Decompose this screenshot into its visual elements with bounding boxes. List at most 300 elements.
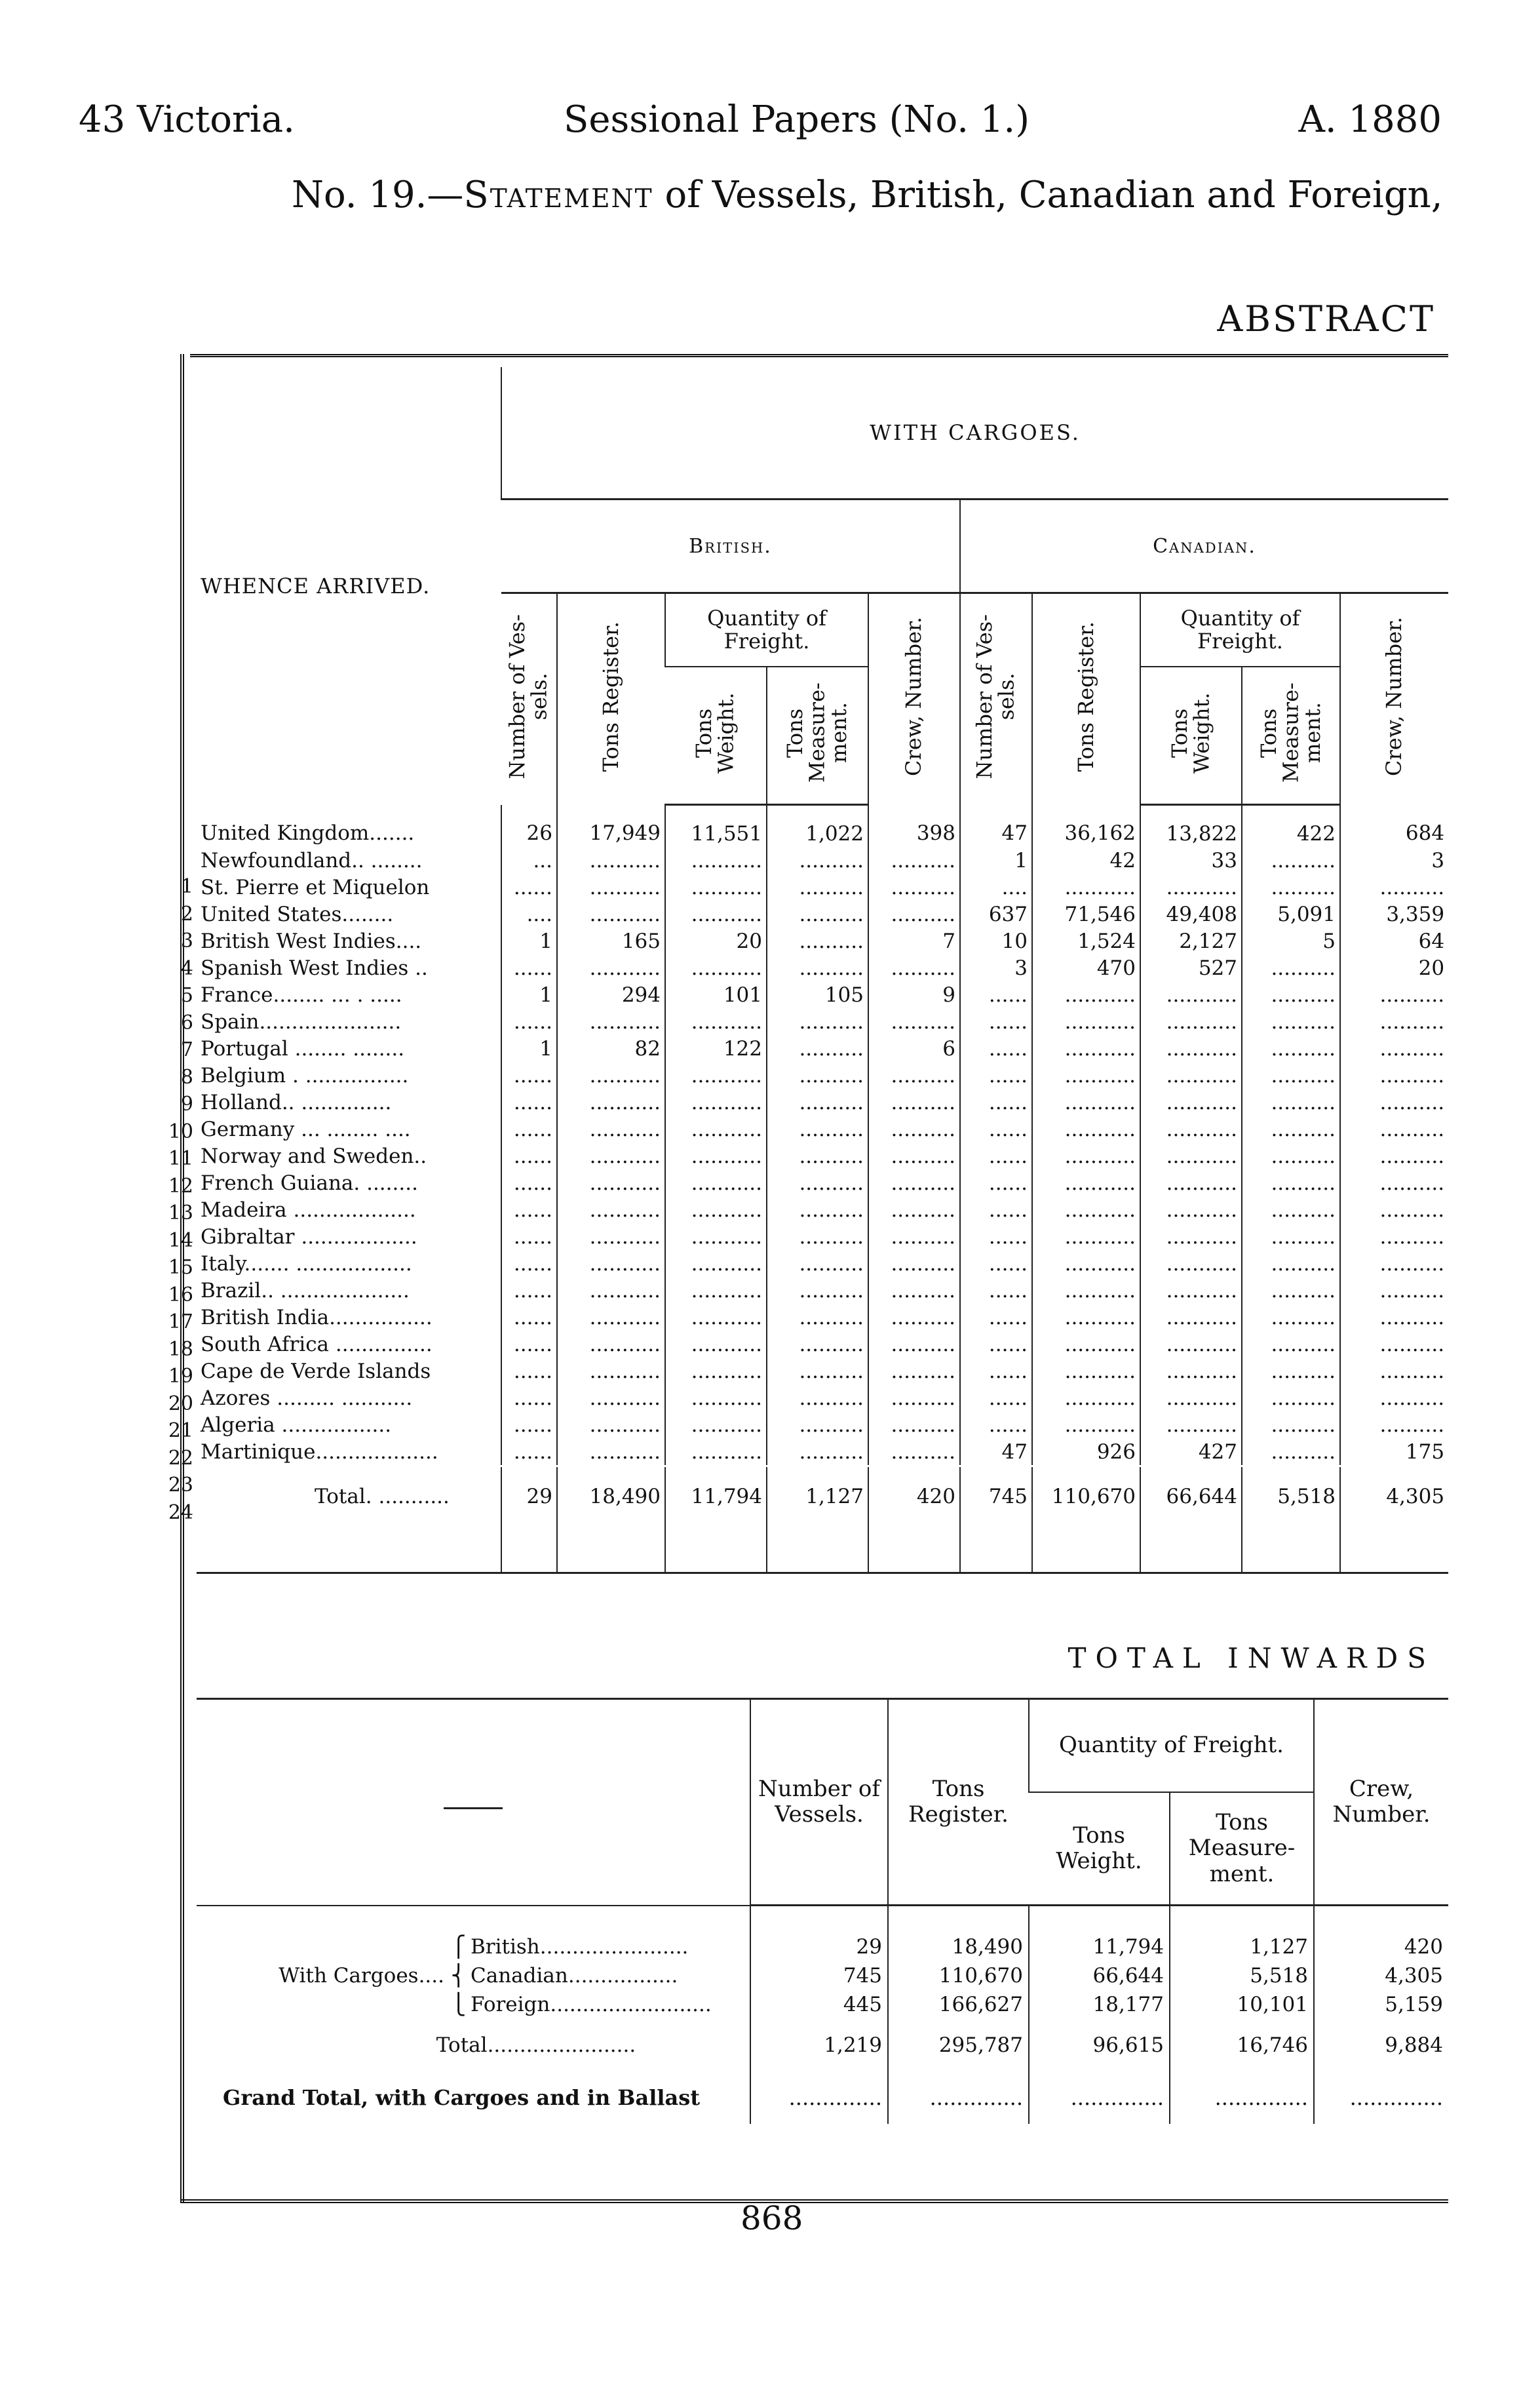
table-row [197, 1990, 1448, 2019]
canadian-tons-register-total: 110,670 [1032, 1466, 1140, 1527]
canadian-tons-measurement-cell: .......... [1242, 954, 1340, 981]
canadian-tons-register-cell: ........... [1032, 1384, 1140, 1411]
table-row [197, 1961, 1448, 1990]
canadian-tons-weight-header: Tons Weight. [1140, 667, 1242, 805]
canadian-crew-cell: 175 [1340, 1438, 1448, 1466]
british-tons-measurement-cell: .......... [767, 901, 868, 928]
spacer-cell [501, 1526, 557, 1573]
british-vessels-cell: ...... [501, 1223, 557, 1250]
ti-crew-header: Crew, Number. [1314, 1699, 1448, 1906]
canadian-vessels-cell: ...... [960, 1089, 1032, 1116]
spacer-cell [557, 1526, 665, 1573]
canadian-vessels-cell: 47 [960, 1438, 1032, 1466]
british-tons-weight-cell: 122 [665, 1035, 767, 1062]
british-vessels-cell: ...... [501, 1304, 557, 1331]
canadian-tons-register-cell: 470 [1032, 954, 1140, 981]
canadian-vessels-cell: 3 [960, 954, 1032, 981]
spacer-cell [197, 1526, 501, 1573]
table-row [197, 1062, 1448, 1089]
place-name: Gibraltar .................. [201, 1224, 417, 1249]
canadian-tons-measurement-cell: .......... [1242, 1223, 1340, 1250]
row-number: 9 [180, 1093, 193, 1116]
header-year: A. 1880 [1298, 98, 1442, 141]
table-row [197, 1358, 1448, 1384]
canadian-tons-measurement-cell: .......... [1242, 1250, 1340, 1277]
british-crew-cell: 6 [868, 1035, 960, 1062]
british-tons-weight-cell: ........... [665, 1358, 767, 1384]
canadian-tons-register-cell: ........... [1032, 874, 1140, 901]
british-vessels-header: Number of Ves- sels. [505, 614, 552, 779]
table-row [197, 805, 1448, 848]
canadian-tons-measurement-cell: .......... [1242, 1331, 1340, 1358]
british-tons-measurement-cell: .......... [767, 928, 868, 954]
canadian-tons-measurement-cell: .......... [1242, 1277, 1340, 1304]
place-name: Newfoundland.. ........ [201, 848, 423, 872]
canadian-tons-register-cell: ........... [1032, 1143, 1140, 1169]
british-tons-weight-cell: 11,551 [665, 805, 767, 848]
british-tons-weight-cell: 20 [665, 928, 767, 954]
british-crew-cell: .......... [868, 1304, 960, 1331]
canadian-tons-measurement-cell: .......... [1242, 1116, 1340, 1143]
with-cargoes-table [197, 367, 1448, 1574]
canadian-vessels-cell: ...... [960, 1411, 1032, 1438]
cargo-origin: Canadian................. [471, 1964, 678, 1988]
british-crew-cell: .......... [868, 1331, 960, 1358]
place-name: Italy....... .................. [201, 1251, 412, 1276]
place-name: French Guiana. ........ [201, 1171, 418, 1195]
canadian-tons-weight-cell: ........... [1140, 1196, 1242, 1223]
canadian-tons-register-cell: ........... [1032, 1035, 1140, 1062]
canadian-tons-register-cell: ........... [1032, 1277, 1140, 1304]
table-row [197, 1116, 1448, 1143]
spacer-cell [1032, 1526, 1140, 1573]
british-crew-cell: .......... [868, 847, 960, 874]
title-rest: of Vessels, British, Canadian and Foreign, [664, 174, 1443, 216]
table-row [197, 1331, 1448, 1358]
british-tons-measurement-cell: .......... [767, 1008, 868, 1035]
british-tons-weight-cell: ........... [665, 1008, 767, 1035]
brace-glyph: ⎧ [451, 1934, 467, 1959]
ti-tons-measurement-ti-grand: .............. [1170, 2071, 1314, 2124]
table-row [197, 1384, 1448, 1411]
british-tons-weight-cell: ........... [665, 847, 767, 874]
british-vessels-cell: 1 [501, 981, 557, 1008]
british-tons-register-cell: ........... [557, 1116, 665, 1143]
canadian-tons-weight-cell: ........... [1140, 1304, 1242, 1331]
place-name: Holland.. .............. [201, 1090, 392, 1114]
british-tons-measurement-cell: .......... [767, 874, 868, 901]
canadian-tons-weight-cell: ........... [1140, 1331, 1242, 1358]
row-number: 6 [180, 1011, 193, 1034]
british-vessels-total: 29 [501, 1466, 557, 1527]
british-tons-register-cell: ........... [557, 1169, 665, 1196]
canadian-tons-weight-cell: 427 [1140, 1438, 1242, 1466]
british-tons-weight-cell: ........... [665, 1143, 767, 1169]
page-title [292, 174, 1443, 216]
place-name: Cape de Verde Islands [201, 1359, 431, 1383]
canadian-vessels-cell: ...... [960, 1008, 1032, 1035]
ti-row-label [197, 1961, 750, 1990]
ti-tons-register-cell: 18,490 [888, 1906, 1029, 1962]
canadian-tons-weight-cell: ........... [1140, 981, 1242, 1008]
total-inwards-table [197, 1698, 1448, 2124]
table-row [197, 847, 1448, 874]
ti-vessels-cell: 445 [750, 1990, 888, 2019]
canadian-tons-measurement-cell: .......... [1242, 1438, 1340, 1466]
canadian-quantity-freight-header: Quantity of Freight. [1140, 593, 1340, 667]
british-crew-cell: .......... [868, 1277, 960, 1304]
canadian-vessels-total: 745 [960, 1466, 1032, 1527]
british-tons-weight-cell: ........... [665, 1223, 767, 1250]
canadian-tons-register-cell: ........... [1032, 1169, 1140, 1196]
british-tons-measurement-cell: .......... [767, 1062, 868, 1089]
row-number: 3 [180, 930, 193, 952]
british-tons-register-cell: ........... [557, 1384, 665, 1411]
british-vessels-cell: ...... [501, 1250, 557, 1277]
british-tons-register-cell: 82 [557, 1035, 665, 1062]
ti-crew-cell: 420 [1314, 1906, 1448, 1962]
spacer-cell [868, 1526, 960, 1573]
british-vessels-cell: ...... [501, 874, 557, 901]
title-number: No. 19.— [292, 174, 464, 216]
british-group-header: British. [501, 500, 960, 593]
total-row [197, 1466, 1448, 1527]
british-tons-weight-cell: ........... [665, 1384, 767, 1411]
british-crew-cell: .......... [868, 1089, 960, 1116]
table-row [197, 1089, 1448, 1116]
canadian-tons-measurement-cell: .......... [1242, 1143, 1340, 1169]
spacer-cell [767, 1526, 868, 1573]
british-tons-measurement-total: 1,127 [767, 1466, 868, 1527]
table-row [197, 928, 1448, 954]
ti-vessels-cell: 29 [750, 1906, 888, 1962]
canadian-tons-register-cell: 1,524 [1032, 928, 1140, 954]
canadian-crew-cell: .......... [1340, 1008, 1448, 1035]
canadian-vessels-cell: ...... [960, 1169, 1032, 1196]
british-crew-cell: .......... [868, 1116, 960, 1143]
canadian-crew-cell: .......... [1340, 1358, 1448, 1384]
british-crew-cell: .......... [868, 1062, 960, 1089]
canadian-tons-measurement-cell: .......... [1242, 847, 1340, 874]
british-tons-register-cell: ........... [557, 954, 665, 981]
british-crew-total: 420 [868, 1466, 960, 1527]
canadian-tons-measurement-cell: .......... [1242, 874, 1340, 901]
place-name: South Africa ............... [201, 1332, 433, 1356]
row-number: 7 [180, 1038, 193, 1061]
british-tons-register-cell: ........... [557, 1062, 665, 1089]
canadian-tons-measurement-total: 5,518 [1242, 1466, 1340, 1527]
british-vessels-cell: ...... [501, 1277, 557, 1304]
canadian-crew-cell: 3,359 [1340, 901, 1448, 928]
canadian-tons-weight-cell: ........... [1140, 1089, 1242, 1116]
canadian-tons-weight-cell: ........... [1140, 1223, 1242, 1250]
total-inwards-label: TOTAL INWARDS [1068, 1642, 1435, 1674]
canadian-tons-measurement-cell: .......... [1242, 1008, 1340, 1035]
table-row [197, 1411, 1448, 1438]
row-number: 8 [180, 1065, 193, 1089]
british-tons-measurement-cell: .......... [767, 1143, 868, 1169]
canadian-vessels-cell: ...... [960, 1277, 1032, 1304]
british-crew-cell: .......... [868, 1143, 960, 1169]
british-crew-cell: .......... [868, 954, 960, 981]
row-number: 5 [180, 984, 193, 1007]
canadian-crew-header: Crew, Number. [1340, 593, 1448, 805]
header-session: 43 Victoria. [79, 98, 295, 141]
grand-total-label: Grand Total, with Cargoes and in Ballast [223, 2085, 701, 2110]
canadian-crew-cell: 20 [1340, 954, 1448, 981]
british-tons-register-cell: ........... [557, 874, 665, 901]
british-tons-measurement-cell: .......... [767, 1223, 868, 1250]
abstract-label: ABSTRACT [1217, 298, 1435, 340]
canadian-crew-cell: .......... [1340, 1384, 1448, 1411]
british-crew-cell: .......... [868, 1196, 960, 1223]
british-quantity-freight-header: Quantity of Freight. [665, 593, 868, 667]
canadian-tons-register-cell: ........... [1032, 1411, 1140, 1438]
canadian-tons-register-cell: ........... [1032, 1116, 1140, 1143]
spacer-cell [1140, 1526, 1242, 1573]
ti-vessels-ti-total: 1,219 [750, 2019, 888, 2071]
ti-tons-weight-ti-total: 96,615 [1029, 2019, 1170, 2071]
british-vessels-cell: 26 [501, 805, 557, 848]
table-row [197, 1277, 1448, 1304]
british-crew-cell: .......... [868, 1169, 960, 1196]
ti-tons-weight-cell: 11,794 [1029, 1906, 1170, 1962]
british-tons-measurement-cell: .......... [767, 954, 868, 981]
ti-tons-weight-cell: 18,177 [1029, 1990, 1170, 2019]
british-tons-register-cell: ........... [557, 1304, 665, 1331]
place-name: Azores ......... ........... [201, 1386, 413, 1410]
canadian-vessels-cell: ...... [960, 1331, 1032, 1358]
british-vessels-cell: ...... [501, 1008, 557, 1035]
canadian-tons-measurement-cell: .......... [1242, 1384, 1340, 1411]
canadian-crew-cell: .......... [1340, 1331, 1448, 1358]
canadian-crew-cell: .......... [1340, 874, 1448, 901]
place-name: St. Pierre et Miquelon [201, 875, 430, 899]
place-name: France........ ... . ..... [201, 983, 402, 1007]
canadian-crew-cell: .......... [1340, 1143, 1448, 1169]
row-number: 18 [168, 1337, 193, 1361]
place-name: Madeira ................... [201, 1198, 416, 1222]
british-crew-cell: 398 [868, 805, 960, 848]
british-tons-register-cell: ........... [557, 1331, 665, 1358]
row-number: 22 [168, 1446, 193, 1470]
ti-tons-register-cell: 110,670 [888, 1961, 1029, 1990]
british-vessels-cell: ...... [501, 954, 557, 981]
canadian-vessels-cell: ...... [960, 1358, 1032, 1384]
canadian-tons-weight-cell: ........... [1140, 1062, 1242, 1089]
place-name: Brazil.. .................... [201, 1278, 410, 1303]
british-vessels-cell: ...... [501, 1089, 557, 1116]
canadian-crew-cell: 684 [1340, 805, 1448, 848]
canadian-tons-register-cell: ........... [1032, 1358, 1140, 1384]
british-tons-measurement-cell: .......... [767, 1250, 868, 1277]
canadian-tons-measurement-cell: .......... [1242, 1411, 1340, 1438]
cargo-origin: Foreign......................... [471, 1993, 712, 2016]
ti-crew-cell: 5,159 [1314, 1990, 1448, 2019]
british-tons-weight-cell: ........... [665, 1116, 767, 1143]
canadian-crew-cell: .......... [1340, 1277, 1448, 1304]
row-number: 13 [168, 1202, 193, 1224]
british-crew-cell: .......... [868, 1223, 960, 1250]
place-name: British India................ [201, 1305, 433, 1329]
canadian-crew-total: 4,305 [1340, 1466, 1448, 1527]
british-vessels-cell: ...... [501, 1411, 557, 1438]
top-rule [190, 354, 1448, 357]
ti-vessels-ti-grand: .............. [750, 2071, 888, 2124]
british-tons-register-header: Tons Register. [557, 593, 665, 805]
british-crew-header: Crew, Number. [868, 593, 960, 805]
canadian-vessels-cell: ...... [960, 1116, 1032, 1143]
running-header [79, 98, 1442, 157]
british-tons-register-cell: ........... [557, 1438, 665, 1466]
canadian-tons-measurement-cell: .......... [1242, 1169, 1340, 1196]
row-number: 15 [168, 1256, 193, 1279]
canadian-tons-weight-cell: ........... [1140, 1143, 1242, 1169]
canadian-vessels-cell: 637 [960, 901, 1032, 928]
place-name: Spain...................... [201, 1009, 402, 1034]
canadian-crew-cell: .......... [1340, 1169, 1448, 1196]
table-row [197, 1008, 1448, 1035]
british-tons-register-cell: ........... [557, 1008, 665, 1035]
ti-crew-cell: 4,305 [1314, 1961, 1448, 1990]
canadian-vessels-cell: 47 [960, 805, 1032, 848]
canadian-tons-register-cell: ........... [1032, 1331, 1140, 1358]
canadian-crew-cell: .......... [1340, 1196, 1448, 1223]
british-tons-register-cell: ........... [557, 1223, 665, 1250]
canadian-tons-measurement-cell: .......... [1242, 1358, 1340, 1384]
british-tons-register-total: 18,490 [557, 1466, 665, 1527]
british-tons-weight-cell: ........... [665, 1438, 767, 1466]
british-crew-cell: .......... [868, 1250, 960, 1277]
row-number: 23 [168, 1474, 193, 1497]
row-number-column [154, 875, 193, 1528]
canadian-vessels-header: Number of Ves- sels. [960, 593, 1032, 805]
canadian-vessels-cell: ...... [960, 981, 1032, 1008]
british-vessels-cell: ... [501, 847, 557, 874]
row-number: 20 [168, 1392, 193, 1415]
canadian-vessels-cell: ...... [960, 1035, 1032, 1062]
canadian-tons-register-cell: 926 [1032, 1438, 1140, 1466]
british-tons-register-cell: 294 [557, 981, 665, 1008]
british-tons-weight-cell: ........... [665, 1169, 767, 1196]
place-name: British West Indies.... [201, 929, 422, 953]
canadian-tons-weight-cell: ........... [1140, 1411, 1242, 1438]
table-row [197, 1304, 1448, 1331]
british-vessels-cell: ...... [501, 1062, 557, 1089]
canadian-tons-weight-cell: ........... [1140, 1277, 1242, 1304]
ti-vessels-header: Number of Vessels. [750, 1699, 888, 1906]
with-cargoes-banner: WITH CARGOES. [501, 367, 1448, 500]
ti-crew-ti-total: 9,884 [1314, 2019, 1448, 2071]
british-vessels-cell: 1 [501, 928, 557, 954]
canadian-tons-measurement-cell: .......... [1242, 1089, 1340, 1116]
canadian-tons-register-cell: 36,162 [1032, 805, 1140, 848]
place-name: United States........ [201, 902, 394, 926]
canadian-tons-weight-cell: ........... [1140, 1116, 1242, 1143]
canadian-tons-weight-cell: ........... [1140, 1250, 1242, 1277]
place-name: United Kingdom....... [201, 821, 415, 845]
row-number: 17 [168, 1310, 193, 1333]
row-number: 1 [180, 875, 193, 898]
place-name: Portugal ........ ........ [201, 1036, 405, 1061]
british-tons-register-cell: ........... [557, 1277, 665, 1304]
table-row [197, 1250, 1448, 1277]
british-vessels-cell: ...... [501, 1196, 557, 1223]
british-vessels-cell: ...... [501, 1358, 557, 1384]
british-tons-register-cell: ........... [557, 1358, 665, 1384]
table-row [197, 901, 1448, 928]
canadian-crew-cell: .......... [1340, 1116, 1448, 1143]
british-tons-measurement-cell: .......... [767, 1169, 868, 1196]
british-tons-measurement-cell: .......... [767, 1035, 868, 1062]
canadian-tons-measurement-header: Tons Measure- ment. [1242, 667, 1340, 805]
ti-tons-register-header: Tons Register. [888, 1699, 1029, 1906]
british-tons-weight-cell: ........... [665, 874, 767, 901]
ti-tons-measurement-cell: 1,127 [1170, 1906, 1314, 1962]
canadian-tons-weight-cell: 13,822 [1140, 805, 1242, 848]
canadian-tons-weight-cell: 49,408 [1140, 901, 1242, 928]
ti-tons-weight-header: Tons Weight. [1029, 1792, 1170, 1906]
british-tons-measurement-cell: 1,022 [767, 805, 868, 848]
table-row [197, 954, 1448, 981]
with-cargoes-body [197, 805, 1448, 1573]
ti-tons-measurement-cell: 10,101 [1170, 1990, 1314, 2019]
canadian-crew-cell: 3 [1340, 847, 1448, 874]
place-name: Spanish West Indies .. [201, 956, 428, 980]
ti-tons-weight-cell: 66,644 [1029, 1961, 1170, 1990]
total-inwards-body [197, 1906, 1448, 2125]
canadian-tons-register-cell: ........... [1032, 1008, 1140, 1035]
canadian-crew-cell: .......... [1340, 1035, 1448, 1062]
table-row [197, 1196, 1448, 1223]
british-tons-measurement-cell: .......... [767, 1411, 868, 1438]
british-vessels-cell: ...... [501, 1169, 557, 1196]
british-vessels-cell: ...... [501, 1331, 557, 1358]
ti-tons-register-ti-grand: .............. [888, 2071, 1029, 2124]
canadian-vessels-cell: ...... [960, 1384, 1032, 1411]
table-row [197, 1169, 1448, 1196]
british-vessels-cell: ...... [501, 1143, 557, 1169]
ti-row-label [197, 1990, 750, 2019]
british-crew-cell: .......... [868, 1384, 960, 1411]
dash-mark [444, 1807, 503, 1809]
british-tons-weight-cell: ........... [665, 1089, 767, 1116]
cargo-origin: British....................... [471, 1934, 689, 1959]
row-number: 10 [168, 1120, 193, 1143]
british-tons-weight-header: Tons Weight. [665, 667, 767, 805]
british-tons-measurement-cell: .......... [767, 1331, 868, 1358]
canadian-crew-cell: .......... [1340, 1411, 1448, 1438]
canadian-tons-register-cell: ........... [1032, 1196, 1140, 1223]
british-tons-weight-cell: ........... [665, 1196, 767, 1223]
spacer-cell [960, 1526, 1032, 1573]
british-tons-measurement-cell: .......... [767, 1358, 868, 1384]
row-number: 4 [180, 956, 193, 980]
british-crew-cell: .......... [868, 1008, 960, 1035]
canadian-crew-cell: .......... [1340, 981, 1448, 1008]
canadian-tons-register-header: Tons Register. [1032, 593, 1140, 805]
british-tons-measurement-cell: .......... [767, 1438, 868, 1466]
canadian-tons-weight-cell: 527 [1140, 954, 1242, 981]
british-vessels-cell: ...... [501, 1438, 557, 1466]
canadian-tons-measurement-cell: 5 [1242, 928, 1340, 954]
ti-tons-measurement-ti-total: 16,746 [1170, 2019, 1314, 2071]
canadian-tons-register-cell: ........... [1032, 1089, 1140, 1116]
ti-row-label [197, 1906, 750, 1962]
british-tons-measurement-cell: .......... [767, 1304, 868, 1331]
row-number: 11 [168, 1147, 193, 1170]
british-crew-cell: 7 [868, 928, 960, 954]
